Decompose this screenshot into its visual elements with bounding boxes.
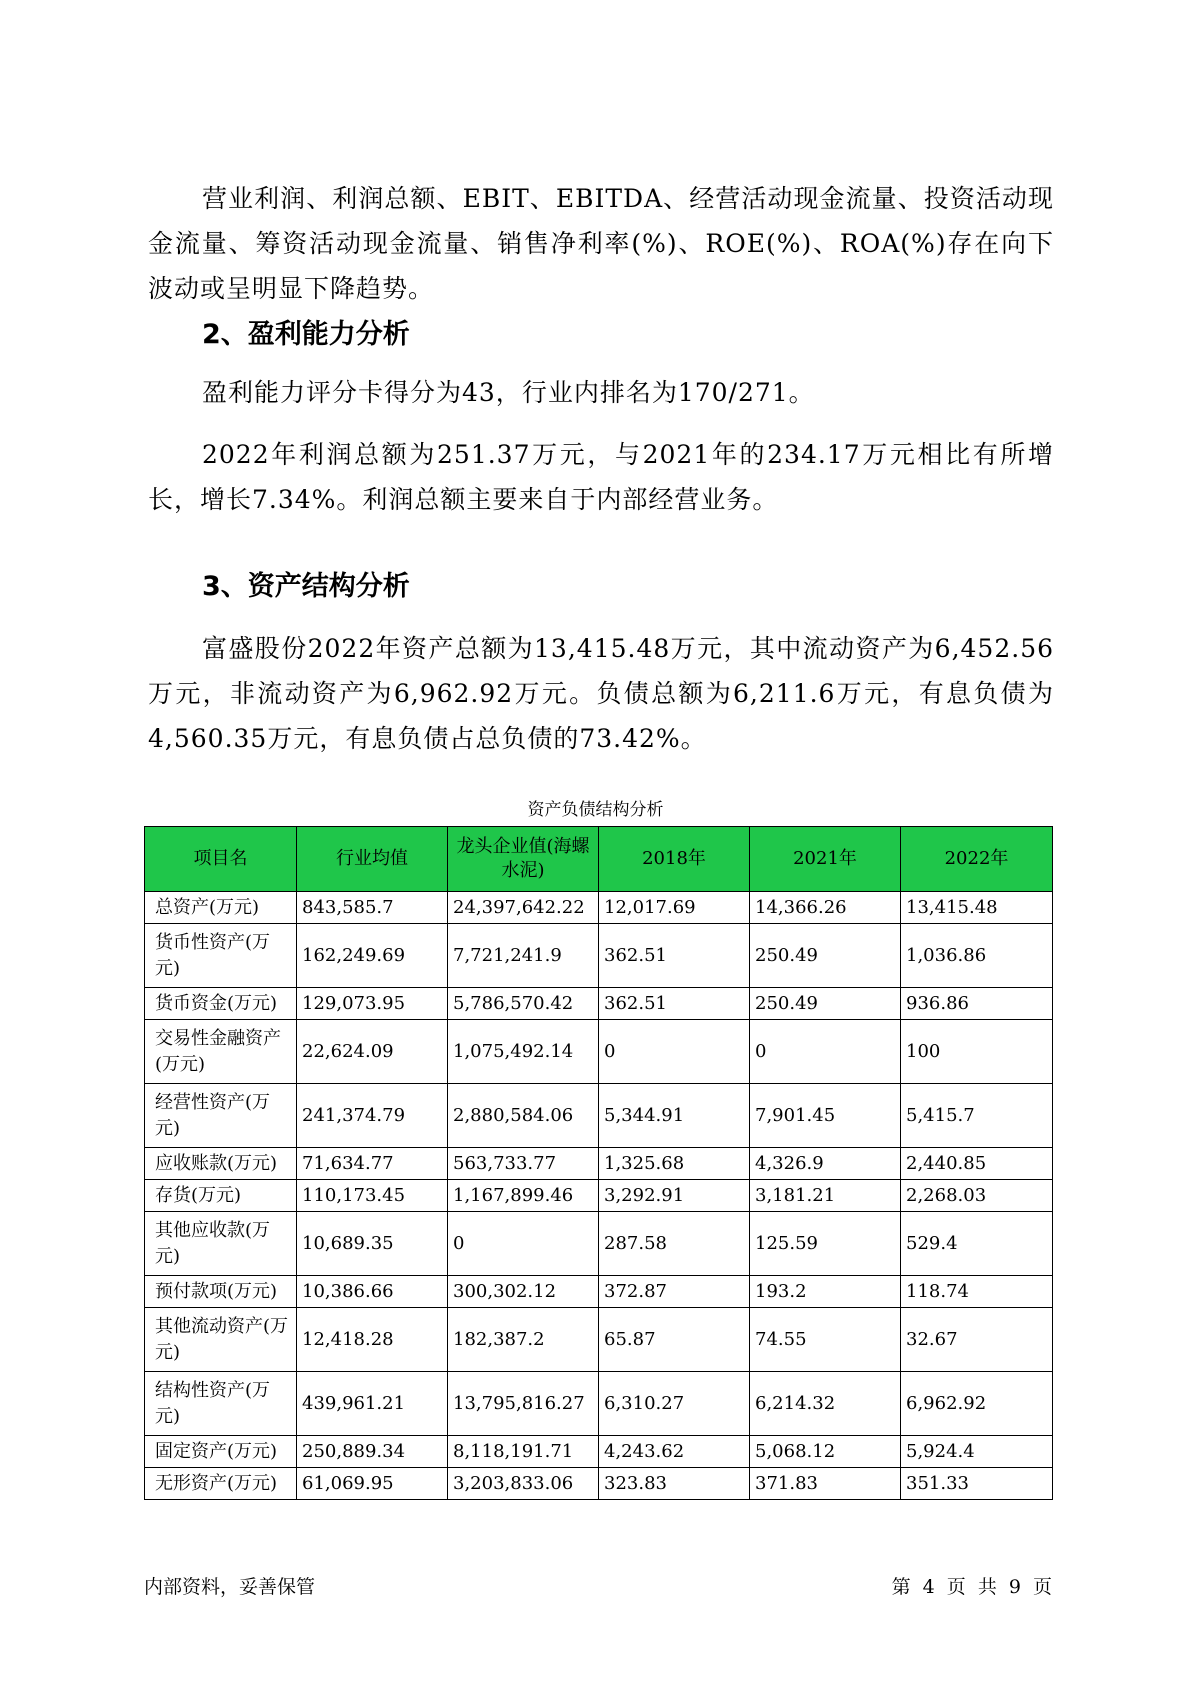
row-item-name: 其他流动资产(万元) [145, 1308, 297, 1372]
row-value-cell: 241,374.79 [297, 1084, 448, 1148]
row-value-cell: 12,418.28 [297, 1308, 448, 1372]
row-value-cell: 0 [750, 1020, 901, 1084]
row-item-name: 交易性金融资产(万元) [145, 1020, 297, 1084]
row-value-cell: 0 [599, 1020, 750, 1084]
asset-liability-table [144, 826, 1053, 1500]
row-value-cell: 10,689.35 [297, 1212, 448, 1276]
row-value-cell: 4,326.9 [750, 1148, 901, 1180]
row-item-name: 存货(万元) [145, 1180, 297, 1212]
row-value-cell: 162,249.69 [297, 924, 448, 988]
table-row [145, 1148, 1053, 1180]
table-row [145, 1468, 1053, 1500]
row-value-cell: 5,415.7 [901, 1084, 1053, 1148]
row-value-cell: 6,962.92 [901, 1372, 1053, 1436]
row-value-cell: 6,310.27 [599, 1372, 750, 1436]
row-value-cell: 61,069.95 [297, 1468, 448, 1500]
row-item-name: 总资产(万元) [145, 892, 297, 924]
row-value-cell: 2,880,584.06 [448, 1084, 599, 1148]
table-row [145, 1180, 1053, 1212]
row-value-cell: 74.55 [750, 1308, 901, 1372]
row-value-cell: 287.58 [599, 1212, 750, 1276]
row-value-cell: 13,415.48 [901, 892, 1053, 924]
table-row [145, 1276, 1053, 1308]
row-item-name: 货币资金(万元) [145, 988, 297, 1020]
row-value-cell: 250.49 [750, 988, 901, 1020]
row-value-cell: 6,214.32 [750, 1372, 901, 1436]
table-row [145, 1084, 1053, 1148]
header-2018: 2018年 [599, 827, 750, 892]
row-item-name: 经营性资产(万元) [145, 1084, 297, 1148]
row-value-cell: 5,786,570.42 [448, 988, 599, 1020]
row-value-cell: 1,167,899.46 [448, 1180, 599, 1212]
row-value-cell: 563,733.77 [448, 1148, 599, 1180]
row-value-cell: 300,302.12 [448, 1276, 599, 1308]
paragraph-profitability-score: 盈利能力评分卡得分为43，行业内排名为170/271。 [202, 378, 815, 407]
header-2022: 2022年 [901, 827, 1053, 892]
row-value-cell: 5,924.4 [901, 1436, 1053, 1468]
row-value-cell: 362.51 [599, 924, 750, 988]
header-2021: 2021年 [750, 827, 901, 892]
row-value-cell: 193.2 [750, 1276, 901, 1308]
row-value-cell: 12,017.69 [599, 892, 750, 924]
row-value-cell: 3,203,833.06 [448, 1468, 599, 1500]
row-item-name: 货币性资产(万元) [145, 924, 297, 988]
row-value-cell: 10,386.66 [297, 1276, 448, 1308]
table-header-row [145, 827, 1053, 892]
row-item-name: 应收账款(万元) [145, 1148, 297, 1180]
table-caption: 资产负债结构分析 [527, 800, 664, 820]
row-value-cell: 5,068.12 [750, 1436, 901, 1468]
table-row [145, 988, 1053, 1020]
row-value-cell: 2,268.03 [901, 1180, 1053, 1212]
heading-profitability: 2、盈利能力分析 [202, 319, 410, 350]
heading-asset-structure: 3、资产结构分析 [202, 571, 410, 602]
row-value-cell: 250.49 [750, 924, 901, 988]
row-value-cell: 8,118,191.71 [448, 1436, 599, 1468]
header-item-name: 项目名 [145, 827, 297, 892]
footer-page-number: 第 4 页 共 9 页 [891, 1576, 1052, 1598]
row-value-cell: 24,397,642.22 [448, 892, 599, 924]
row-value-cell: 1,325.68 [599, 1148, 750, 1180]
table-row [145, 1372, 1053, 1436]
row-value-cell: 843,585.7 [297, 892, 448, 924]
row-value-cell: 529.4 [901, 1212, 1053, 1276]
row-value-cell: 65.87 [599, 1308, 750, 1372]
row-value-cell: 118.74 [901, 1276, 1053, 1308]
row-item-name: 其他应收款(万元) [145, 1212, 297, 1276]
row-value-cell: 1,036.86 [901, 924, 1053, 988]
row-value-cell: 7,721,241.9 [448, 924, 599, 988]
header-industry-avg: 行业均值 [297, 827, 448, 892]
row-item-name: 固定资产(万元) [145, 1436, 297, 1468]
row-value-cell: 250,889.34 [297, 1436, 448, 1468]
paragraph-metrics-trend: 营业利润、利润总额、EBIT、EBITDA、经营活动现金流量、投资活动现金流量、筹资活动现金流量、销售净利率(%)、ROE(%)、ROA(%)存在向下波动或呈明显下降趋势。 [148, 184, 1054, 303]
row-value-cell: 372.87 [599, 1276, 750, 1308]
table-row [145, 924, 1053, 988]
row-value-cell: 5,344.91 [599, 1084, 750, 1148]
row-item-name: 无形资产(万元) [145, 1468, 297, 1500]
row-value-cell: 2,440.85 [901, 1148, 1053, 1180]
row-value-cell: 0 [448, 1212, 599, 1276]
row-value-cell: 182,387.2 [448, 1308, 599, 1372]
row-item-name: 预付款项(万元) [145, 1276, 297, 1308]
row-value-cell: 22,624.09 [297, 1020, 448, 1084]
row-value-cell: 13,795,816.27 [448, 1372, 599, 1436]
row-value-cell: 100 [901, 1020, 1053, 1084]
row-value-cell: 323.83 [599, 1468, 750, 1500]
table-row [145, 1212, 1053, 1276]
row-value-cell: 3,292.91 [599, 1180, 750, 1212]
row-value-cell: 351.33 [901, 1468, 1053, 1500]
row-item-name: 结构性资产(万元) [145, 1372, 297, 1436]
row-value-cell: 439,961.21 [297, 1372, 448, 1436]
row-value-cell: 129,073.95 [297, 988, 448, 1020]
table-row [145, 892, 1053, 924]
row-value-cell: 32.67 [901, 1308, 1053, 1372]
row-value-cell: 125.59 [750, 1212, 901, 1276]
row-value-cell: 4,243.62 [599, 1436, 750, 1468]
row-value-cell: 3,181.21 [750, 1180, 901, 1212]
header-leader-value: 龙头企业值(海螺水泥) [448, 827, 599, 892]
row-value-cell: 362.51 [599, 988, 750, 1020]
row-value-cell: 71,634.77 [297, 1148, 448, 1180]
row-value-cell: 14,366.26 [750, 892, 901, 924]
footer-confidential-note: 内部资料，妥善保管 [144, 1576, 316, 1598]
row-value-cell: 7,901.45 [750, 1084, 901, 1148]
paragraph-asset-summary: 富盛股份2022年资产总额为13,415.48万元，其中流动资产为6,452.56万元，非流动资产为6,962.92万元。负债总额为6,211.6万元，有息负债为4,560.35万元，有息负债占总负债的73.42%。 [148, 634, 1054, 753]
table-row [145, 1436, 1053, 1468]
row-value-cell: 110,173.45 [297, 1180, 448, 1212]
paragraph-profit-total: 2022年利润总额为251.37万元，与2021年的234.17万元相比有所增长，增长7.34%。利润总额主要来自于内部经营业务。 [148, 440, 1054, 514]
row-value-cell: 371.83 [750, 1468, 901, 1500]
table-row [145, 1308, 1053, 1372]
table-row [145, 1020, 1053, 1084]
row-value-cell: 1,075,492.14 [448, 1020, 599, 1084]
row-value-cell: 936.86 [901, 988, 1053, 1020]
